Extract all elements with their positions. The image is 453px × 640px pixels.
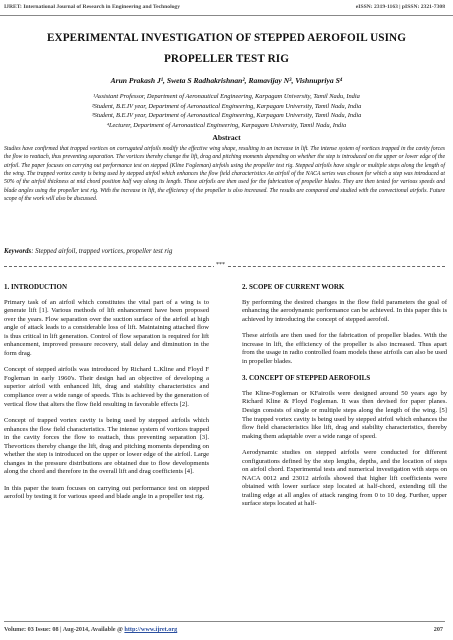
footer-rule [4, 621, 445, 622]
abstract-heading: Abstract [212, 133, 241, 142]
concept-paragraph-1: The Kline-Fogleman or KFairoils were designed around 50 years ago by Richard Kline & Floyd Fogleman. It was then devised for paper planes. Design consists of single or multiple steps along the length of the wing. [5] The trapped vortex cavity is being used by stepped airfoil which enhances the flow field characteristics like lift, drag and stability characteristics, thereby making them adaptable over a wide range of speed. [242, 389, 447, 440]
authors: Arun Prakash J¹, Sweta S Radhakrishnan², Ramavijay N³, Vishnupriya S⁴ [110, 76, 343, 85]
journal-name: IJRET: International Journal of Research in Engineering and Technology [4, 4, 181, 10]
affiliations [0, 92, 453, 130]
scope-paragraph-1: By performing the desired changes in the flow field parameters the goal of enhancing the aerodynamic performance can be achieved. In this paper this is achieved by introducing the concept of stepped aerofoil. [242, 298, 447, 323]
scope-heading: 2. SCOPE OF CURRENT WORK [242, 283, 345, 291]
intro-paragraph-4: In this paper the team focuses on carrying out performance test on stepped aerofoil by testing it for various speed and blade angle in a propeller test rig. [4, 484, 209, 501]
paper-title: EXPERIMENTAL INVESTIGATION OF STEPPED AEROFOIL USING PROPELLER TEST RIG [46, 32, 407, 65]
page-number: 207 [433, 626, 443, 633]
volume-info: Volume: 03 Issue: 08 | Aug-2014, Available @ [4, 626, 123, 633]
page-header [0, 0, 453, 16]
footer-volume [4, 626, 177, 633]
intro-paragraph-1: Primary task of an airfoil which constitutes the vital part of a wing is to generate lift [1]. Various methods of lift enhancement have been proposed over the years. Flow separation over the suction surface of the airfoil at high angle of attack leads to a considerable loss of lift. Maintaining attached flow is thus critical in lift generation. Control of flow separation is required for lift enhancement, improved pressure recovery, stall delay and diminution in the form drag. [4, 298, 209, 357]
introduction-heading: 1. INTRODUCTION [4, 283, 68, 291]
left-column [4, 283, 209, 510]
intro-paragraph-3: Concept of trapped vortex cavity is being used by stepped airfoils which enhances the flow field characteristics. The intense system of vortices trapped in the cavity forces the flow to reattach, thus preventing separation [3]. Thevortices thereby change the lift, drag and pitching moments depending on whether the step is introduced on the upper or lower edge of the airfoil. Large changes in the pressure distributions are obtained due to flow developments along the chord and therefore in the overall lift and drag coefficients [4]. [4, 417, 209, 476]
keywords-label: Keywords [4, 248, 32, 255]
scope-paragraph-2: These airfoils are then used for the fabrication of propeller blades. With the increase in lift, the efficiency of the propeller is also increased. Thus apart from the usage in radio controlled foam models these airfoils can also be used in propeller blades. [242, 332, 447, 365]
section-divider [4, 262, 445, 268]
keywords-text: : Stepped airfoil, trapped vortices, propeller test rig [31, 248, 173, 255]
right-column [242, 283, 447, 517]
concept-heading: 3. CONCEPT OF STEPPED AEROFOILS [242, 374, 371, 383]
intro-paragraph-2: Concept of stepped airfoils was introduced by Richard L.Kline and Floyd F Fogleman in early 1960's. Their design had an objective of developing a superior airfoil with enhanced lift, drag and stability characteristics and compliance over a wide range of speeds. This is achieved by the generation of vertical flow that alters the flow field resulting in favorable effects [2]. [4, 366, 209, 408]
affiliation-2: ²Student, B.E.IV year, Department of Aeronautical Engineering, Karpagam University, Tamil Nadu, India [91, 102, 362, 110]
abstract-body: Studies have confirmed that trapped vortices on corrugated airfoils modify the effective wing shape, resulting in an increase in lift. The intense system of vortices trapped in the cavity forces the flow to reattach, thus preventing separation. The vortices thereby change the lift, drag and pitching moments depending on whether the step is introduced on the upper or lower edge of the airfoil. The paper focuses on carrying out performance test on stepped (Kline Fogleman) airfoils using the propeller test rig. Stepped airfoils have single or multiple steps along the length of the wing. The trapped vortex cavity is being used by stepped airfoil which enhances the flow field characteristics An airfoil of the NACA series was chosen for which a step was introduced at 50% of the airfoil thickness at mid chord position half way along its length. These airfoils are then used for the fabrication of propeller blades. They are then tested for various speeds and blade angles using the propeller test rig. With the increase in lift, the efficiency of the propeller is also increased. The results are compared and studied with the convectional airfoils. Future scope of the work will also be discussed. [4, 146, 445, 203]
affiliation-4: ⁴Lecturer, Department of Aeronautical Engineering, Karpagam University, Tamil Nadu, India [106, 121, 347, 129]
affiliation-3: ³Student, B.E.IV year, Department of Aeronautical Engineering, Karpagam University, Tamil Nadu, India [91, 112, 362, 119]
keywords [4, 248, 172, 255]
divider-mark: *** [216, 262, 225, 268]
concept-paragraph-2: Aerodynamic studies on stepped airfoils were conducted for different configurations defined by the step lengths, depths, and the location of steps on airfoil chord. Experimental tests and numerical investigation with steps on NACA 0012 and 23012 airfoils showed that higher lift coefficients were obtained with lower surface step located at half-chord, extending till the trailing edge at all angles of attack ranging from 0 to 10 deg. Further, upper surface steps located at half- [242, 449, 447, 508]
issn: eISSN: 2319-1163 | pISSN: 2321-7308 [355, 4, 445, 10]
affiliation-1: ¹Assistant Professor, Department of Aeronautical Engineering, Karpagam University, Tamil Nadu, India [93, 93, 360, 100]
journal-link[interactable]: http://www.ijret.org [124, 626, 178, 633]
